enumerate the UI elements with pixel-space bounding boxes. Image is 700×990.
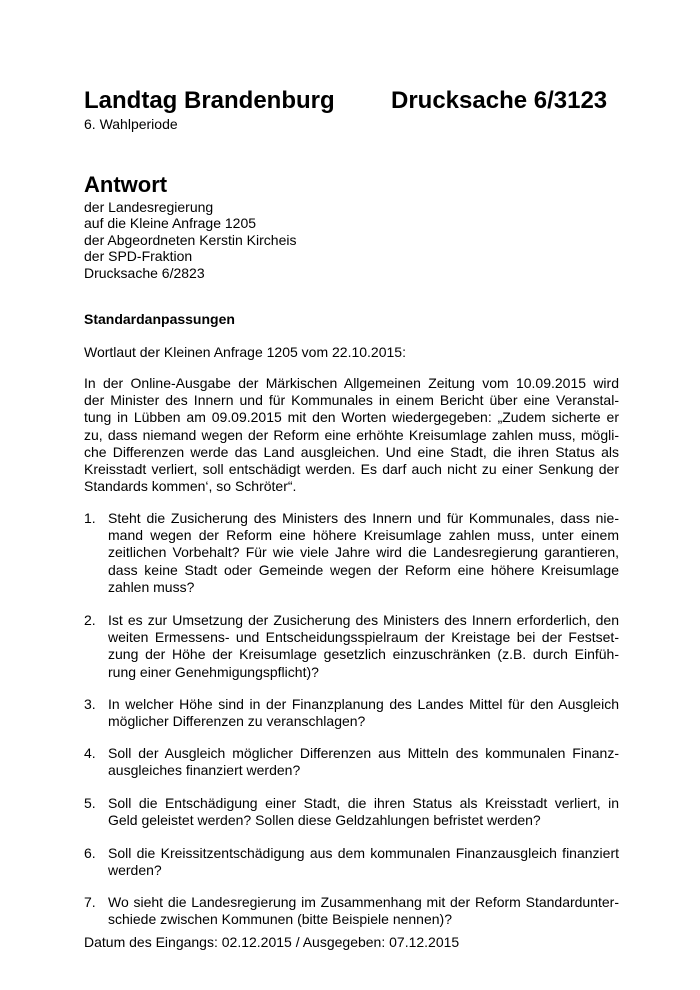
question-line: schiede zwischen Kommunen (bitte Beispiele nennen)? <box>108 911 452 928</box>
question-text <box>108 845 619 879</box>
question-number: 1. <box>84 510 96 526</box>
intro-line: In der Online-Ausgabe der Märkischen Allgemeinen Zeitung vom 10.09.2015 wird <box>84 375 619 391</box>
question-line: Soll die Kreissitzentschädigung aus dem kommunalen Finanzausgleich finanziert <box>108 845 619 861</box>
question-text <box>108 745 619 779</box>
parliament-name: Landtag Brandenburg <box>84 87 335 114</box>
intro-paragraph <box>84 375 619 495</box>
intro-line: der Minister des Innern und für Kommunales in einem Bericht über eine Veranstal- <box>84 392 619 409</box>
answer-line: Drucksache 6/2823 <box>84 264 205 281</box>
question-number: 6. <box>84 845 96 861</box>
question-line: In welcher Höhe sind in der Finanzplanung des Landes Mittel für den Ausgleich <box>108 696 619 712</box>
question-text <box>108 696 619 730</box>
question-line: Geld geleistet werden? Sollen diese Geldzahlungen befristet werden? <box>108 812 541 829</box>
election-period: 6. Wahlperiode <box>84 116 178 132</box>
answer-addressee-block <box>84 199 296 281</box>
question-line: Soll der Ausgleich möglicher Differenzen aus Mitteln des kommunalen Finanz- <box>108 745 619 761</box>
answer-title: Antwort <box>84 172 168 197</box>
subject-heading: Standardanpassungen <box>84 311 235 327</box>
question-number: 7. <box>84 894 96 910</box>
intro-line: Kreisstadt verliert, soll entschädigt werden. Es darf auch nicht zu einer Senkung der <box>84 461 619 478</box>
intro-line: che Differenzen werde das Land ausgleichen. Und eine Stadt, die ihren Status als <box>84 443 619 460</box>
question-line: rung einer Genehmigungspflicht)? <box>108 663 319 680</box>
question-line: mand wegen der Reform eine höhere Kreisumlage zahlen muss, unter einem <box>108 527 619 544</box>
question-number: 2. <box>84 612 96 628</box>
answer-line: der Landesregierung <box>84 199 214 215</box>
question-text <box>108 894 619 928</box>
answer-line: der SPD-Fraktion <box>84 248 193 265</box>
answer-line: auf die Kleine Anfrage 1205 <box>84 215 257 232</box>
question-text <box>108 612 619 681</box>
question-line: zung der Höhe der Kreisumlage gesetzlich einzuschränken (z.B. durch Einfüh- <box>108 646 619 663</box>
question-line: werden? <box>108 862 162 879</box>
question-number: 4. <box>84 745 96 761</box>
document-header <box>84 87 619 117</box>
question-number: 5. <box>84 795 96 811</box>
intro-line: zu, dass niemand wegen der Reform eine erhöhte Kreisumlage zahlen muss, mögli- <box>84 426 619 443</box>
question-number: 3. <box>84 696 96 712</box>
question-line: möglicher Differenzen zu veranschlagen? <box>108 713 366 730</box>
question-text <box>108 795 619 829</box>
drucksache-number: Drucksache 6/3123 <box>391 87 608 114</box>
receipt-date-footer: Datum des Eingangs: 02.12.2015 / Ausgegeben: 07.12.2015 <box>84 934 460 950</box>
question-line: Ist es zur Umsetzung der Zusicherung des Ministers des Innern erforderlich, den <box>108 612 619 628</box>
question-line: dass keine Stadt oder Gemeinde wegen der Reform eine höhere Kreisumlage <box>108 561 619 578</box>
intro-line: Standards kommen‘, so Schröter“. <box>84 478 297 495</box>
question-line: ausgleiches finanziert werden? <box>108 762 301 779</box>
question-line: Steht die Zusicherung des Ministers des Innern und für Kommunales, dass nie- <box>108 510 619 526</box>
question-line: Soll die Entschädigung einer Stadt, die ihren Status als Kreisstadt verliert, in <box>108 795 619 811</box>
intro-line: tung in Lübben am 09.09.2015 mit den Worten wiedergegeben: „Zudem sicherte er <box>84 409 619 426</box>
inquiry-wording-label: Wortlaut der Kleinen Anfrage 1205 vom 22.10.2015: <box>84 344 406 360</box>
question-line: Wo sieht die Landesregierung im Zusammenhang mit der Reform Standardunter- <box>108 894 619 910</box>
answer-line: der Abgeordneten Kerstin Kircheis <box>84 231 297 248</box>
question-text <box>108 510 619 596</box>
question-line: zahlen muss? <box>108 578 195 595</box>
question-line: zeitlichen Vorbehalt? Für wie viele Jahre wird die Landesregierung garantieren, <box>108 544 619 561</box>
question-line: weiten Ermessens- und Entscheidungsspielraum der Kreistage bei der Festset- <box>108 629 619 646</box>
